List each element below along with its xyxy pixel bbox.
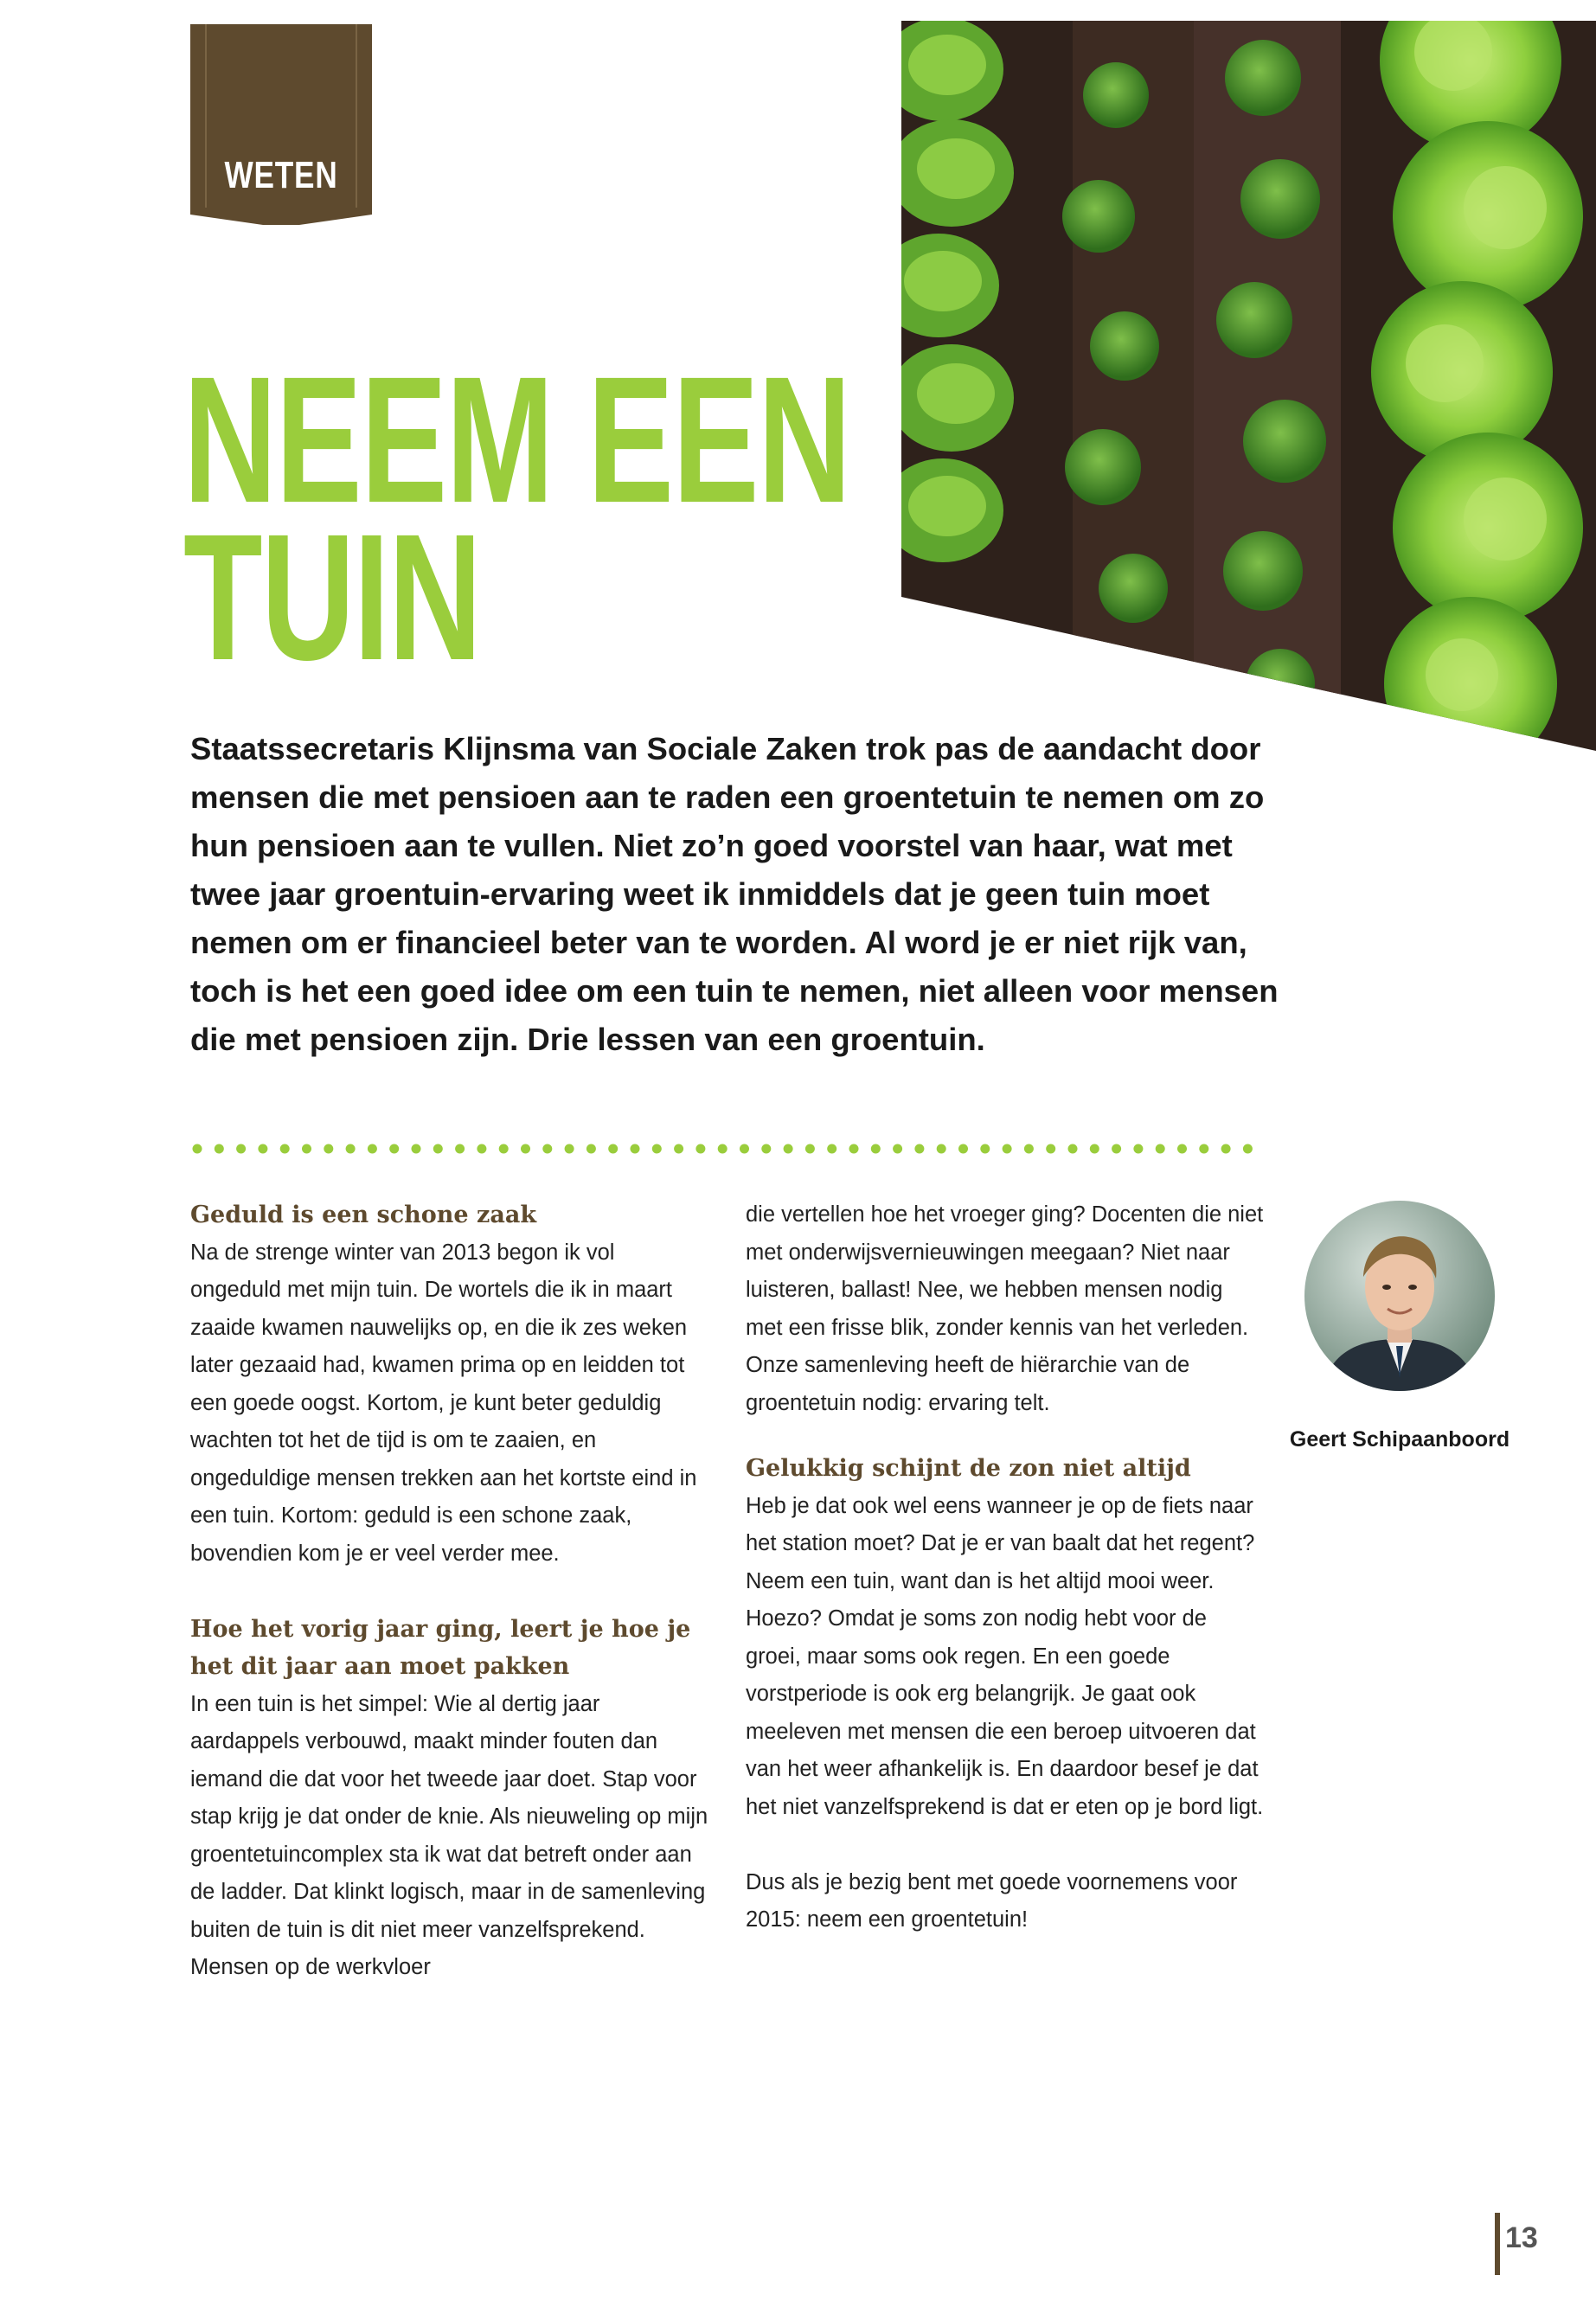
divider-dot — [565, 1144, 574, 1154]
section-body-1: Na de strenge winter van 2013 begon ik vol ongeduld met mijn tuin. De wortels die ik in maart zaaide kwamen nauwelijks op, en die ik zes weken later gezaaid had, kwamen prima op en leidden tot een goede oogst. Kortom, je kunt beter geduldig wachten tot het de tijd is om te zaaien, en ongeduldige mensen trekken aan het kortste eind in een tuin. Kortom: geduld is een schone zaak, bovendien kom je er veel verder mee. — [190, 1240, 697, 1566]
divider-dot — [631, 1144, 640, 1154]
page-number-rule — [1495, 2213, 1500, 2275]
divider-dot — [849, 1144, 859, 1154]
closing-paragraph: Dus als je bezig bent met goede voornemens voor 2015: neem een groentetuin! — [746, 1869, 1238, 1932]
divider-dot — [302, 1144, 311, 1154]
section-heading-1: Geduld is een schone zaak — [190, 1202, 537, 1228]
divider-dot — [324, 1144, 333, 1154]
article-column-right — [746, 1196, 1265, 1939]
divider-dot — [412, 1144, 421, 1154]
divider-dot — [695, 1144, 705, 1154]
divider-dot — [914, 1144, 924, 1154]
page-title — [183, 340, 850, 698]
page-number: 13 — [1505, 2221, 1538, 2254]
section-body-3: Heb je dat ook wel eens wanneer je op de fiets naar het station moet? Dat je er van baalt dat het regent? Neem een tuin, want dan is het altijd mooi weer. Hoezo? Omdat je soms zon nodig hebt voor de groei, maar soms ook regen. En een goede vorstperiode is ook erg belangrijk. Je gaat ook meeleven met mensen die een beroep uitvoeren dat van het weer afhankelijk is. En daardoor besef je dat het niet vanzelfsprekend is dat er eten op je bord ligt. — [746, 1493, 1264, 1819]
divider-dot — [1243, 1144, 1253, 1154]
divider-dot — [761, 1144, 771, 1154]
divider-dot — [1221, 1144, 1231, 1154]
divider-dot — [499, 1144, 509, 1154]
divider-dot — [1156, 1144, 1165, 1154]
divider-dot — [608, 1144, 618, 1154]
divider-dot — [346, 1144, 356, 1154]
divider-dot — [1003, 1144, 1012, 1154]
divider-dot — [1177, 1144, 1187, 1154]
section-body-2-part-2: die vertellen hoe het vroeger ging? Docenten die niet met onderwijsvernieuwingen meegaan? Niet naar luisteren, ballast! Nee, we hebben mensen nodig met een frisse blik, zonder kennis van het verleden. Onze samenleving heeft de hiërarchie van de groentetuin nodig: ervaring telt. — [746, 1202, 1264, 1415]
title-line-2: TUIN — [183, 497, 481, 698]
divider-dot — [1090, 1144, 1099, 1154]
divider-dot — [1199, 1144, 1208, 1154]
divider-dot — [1046, 1144, 1055, 1154]
divider-dot — [215, 1144, 224, 1154]
divider-dot — [1112, 1144, 1121, 1154]
divider-dot — [521, 1144, 530, 1154]
section-tag-label: WETEN — [224, 154, 338, 196]
divider-dot — [236, 1144, 246, 1154]
divider-dot — [674, 1144, 683, 1154]
divider-dot — [652, 1144, 662, 1154]
divider-dot — [542, 1144, 552, 1154]
section-tag — [190, 24, 372, 225]
divider-dot — [740, 1144, 749, 1154]
divider-dot — [937, 1144, 946, 1154]
article-column-left — [190, 1196, 709, 1987]
divider-dot — [1133, 1144, 1143, 1154]
divider-dot — [980, 1144, 990, 1154]
divider-dot — [871, 1144, 881, 1154]
divider-dot — [827, 1144, 836, 1154]
divider-dot — [958, 1144, 968, 1154]
divider-dot — [389, 1144, 399, 1154]
divider-dot — [455, 1144, 465, 1154]
divider-dot — [805, 1144, 815, 1154]
dotted-divider — [192, 1140, 1256, 1157]
divider-dot — [433, 1144, 443, 1154]
divider-dot — [193, 1144, 202, 1154]
intro-paragraph: Staatssecretaris Klijnsma van Sociale Zaken trok pas de aandacht door mensen die met pensioen aan te raden een groentetuin te nemen om zo hun pensioen aan te vullen. Niet zo’n goed voorstel van haar, wat met twee jaar groentuin-ervaring weet ik inmiddels dat je geen tuin moet nemen om er financieel beter van te worden. Al word je er niet rijk van, toch is het een goed idee om een tuin te nemen, niet alleen voor mensen die met pensioen zijn. Drie lessen van een groentuin. — [190, 731, 1279, 1057]
divider-dot — [784, 1144, 793, 1154]
divider-dot — [258, 1144, 267, 1154]
section-heading-3: Gelukkig schijnt de zon niet altijd — [746, 1455, 1191, 1482]
divider-dot — [368, 1144, 377, 1154]
divider-dot — [893, 1144, 902, 1154]
title-line-1: NEEM EEN — [183, 340, 850, 541]
section-body-2-part-1: In een tuin is het simpel: Wie al dertig jaar aardappels verbouwd, maakt minder fouten dan iemand die dat voor het tweede jaar doet. Stap voor stap krijg je dat onder de knie. Als nieuweling op mijn groentetuincomplex sta ik wat dat betreft onder aan de ladder. Dat klinkt logisch, maar in de samenleving buiten de tuin is dit niet meer vanzelfsprekend. Mensen op de werkvloer — [190, 1691, 708, 1979]
divider-dot — [718, 1144, 727, 1154]
divider-dot — [1024, 1144, 1034, 1154]
section-heading-2: Hoe het vorig jaar ging, leert je hoe je het dit jaar aan moet pakken — [190, 1615, 691, 1680]
divider-dot — [586, 1144, 596, 1154]
author-avatar — [1304, 1201, 1495, 1391]
author-name: Geert Schipaanboord — [1289, 1427, 1510, 1452]
divider-dot — [477, 1144, 486, 1154]
divider-dot — [1068, 1144, 1078, 1154]
divider-dot — [280, 1144, 290, 1154]
